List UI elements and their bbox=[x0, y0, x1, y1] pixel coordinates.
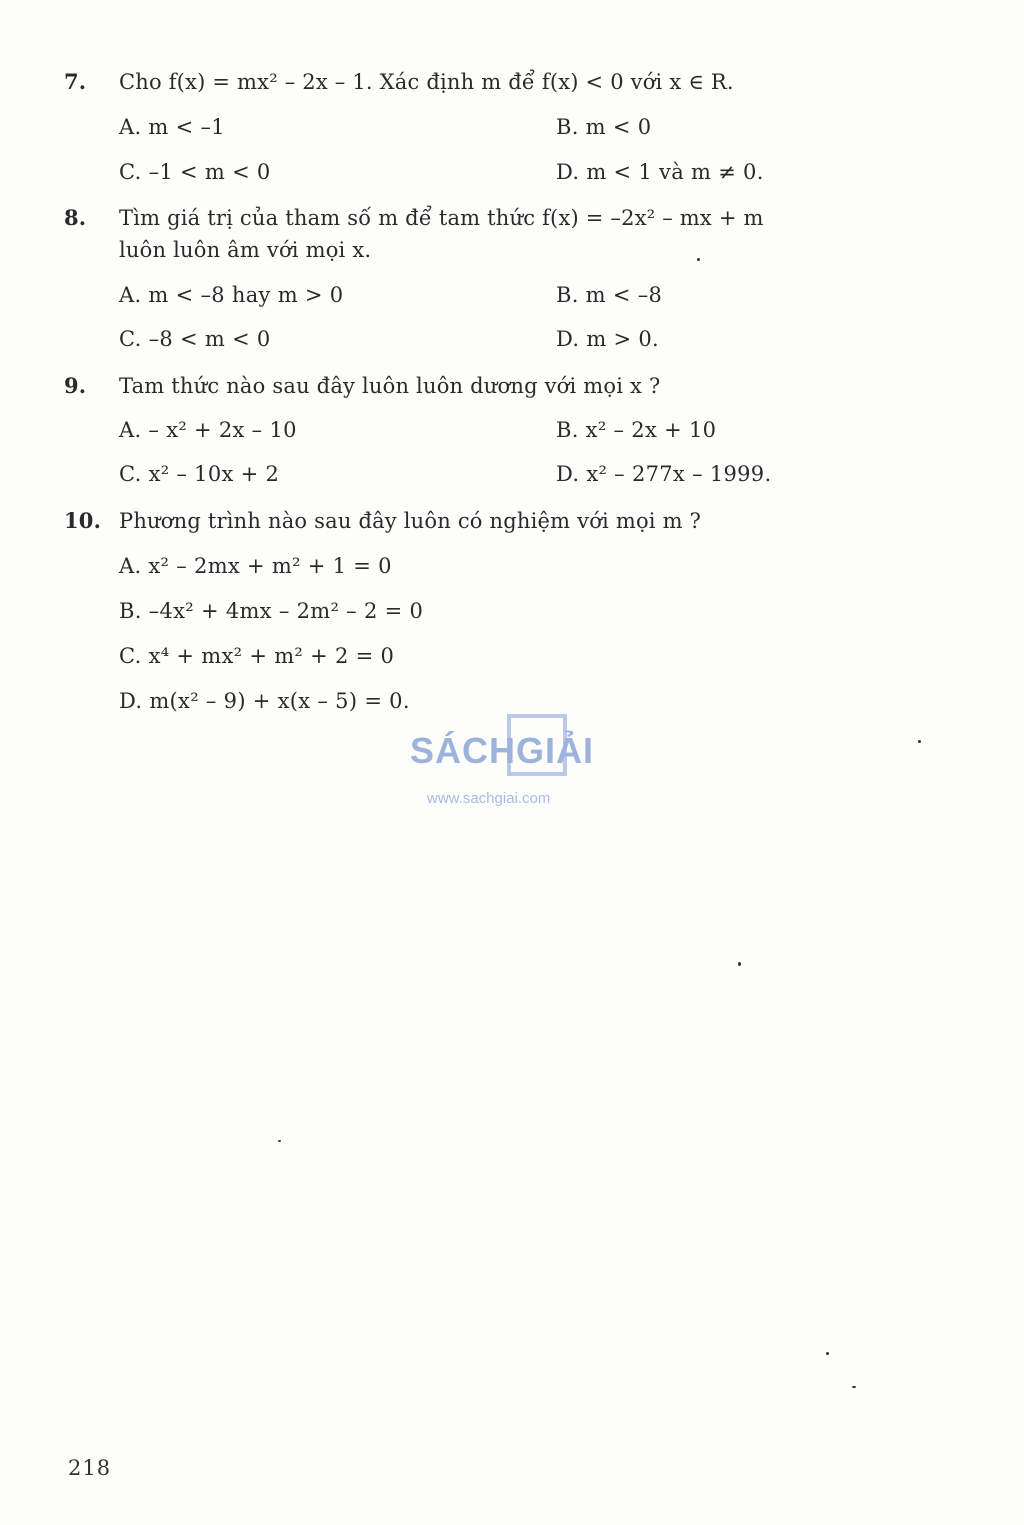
watermark-url: www.sachgiai.com bbox=[427, 790, 551, 807]
question-text: Phương trình nào sau đây luôn có nghiệm với mọi m ? bbox=[119, 509, 702, 533]
question-text-line-1: Tìm giá trị của tham số m để tam thức f(x) = –2x² – mx + m bbox=[119, 206, 764, 230]
option-b: B. m < 0 bbox=[556, 115, 652, 139]
option-a: A. x² – 2mx + m² + 1 = 0 bbox=[119, 554, 392, 578]
option-c: C. x² – 10x + 2 bbox=[119, 462, 280, 486]
question-number: 7. bbox=[64, 69, 87, 94]
option-d: D. x² – 277x – 1999. bbox=[556, 462, 772, 486]
option-b: B. x² – 2x + 10 bbox=[556, 418, 717, 442]
option-d: D. m < 1 và m ≠ 0. bbox=[556, 160, 764, 184]
option-b: B. –4x² + 4mx – 2m² – 2 = 0 bbox=[119, 599, 424, 623]
question-number: 8. bbox=[64, 205, 87, 230]
question-number: 10. bbox=[64, 508, 102, 533]
watermark-brand: SÁCHGIẢI bbox=[410, 730, 595, 771]
scan-speck bbox=[278, 1140, 281, 1142]
scan-speck bbox=[697, 258, 700, 261]
option-c: C. –1 < m < 0 bbox=[119, 160, 271, 184]
option-c: C. –8 < m < 0 bbox=[119, 327, 271, 351]
option-a: A. m < –8 hay m > 0 bbox=[119, 283, 344, 307]
scan-speck bbox=[826, 1352, 829, 1355]
option-b: B. m < –8 bbox=[556, 283, 663, 307]
option-a: A. – x² + 2x – 10 bbox=[119, 418, 297, 442]
question-text: Tam thức nào sau đây luôn luôn dương với mọi x ? bbox=[119, 374, 661, 398]
watermark-logo bbox=[410, 712, 620, 812]
scan-speck bbox=[852, 1386, 856, 1388]
page-number: 218 bbox=[68, 1456, 112, 1480]
option-a: A. m < –1 bbox=[119, 115, 225, 139]
question-number: 9. bbox=[64, 373, 87, 398]
option-d: D. m(x² – 9) + x(x – 5) = 0. bbox=[119, 689, 410, 713]
option-d: D. m > 0. bbox=[556, 327, 660, 351]
option-c: C. x⁴ + mx² + m² + 2 = 0 bbox=[119, 644, 395, 668]
scan-speck bbox=[738, 962, 741, 966]
question-text-line-2: luôn luôn âm với mọi x. bbox=[119, 238, 372, 262]
scan-speck bbox=[918, 740, 921, 743]
question-text: Cho f(x) = mx² – 2x – 1. Xác định m để f(x) < 0 với x ∈ R. bbox=[119, 70, 734, 94]
